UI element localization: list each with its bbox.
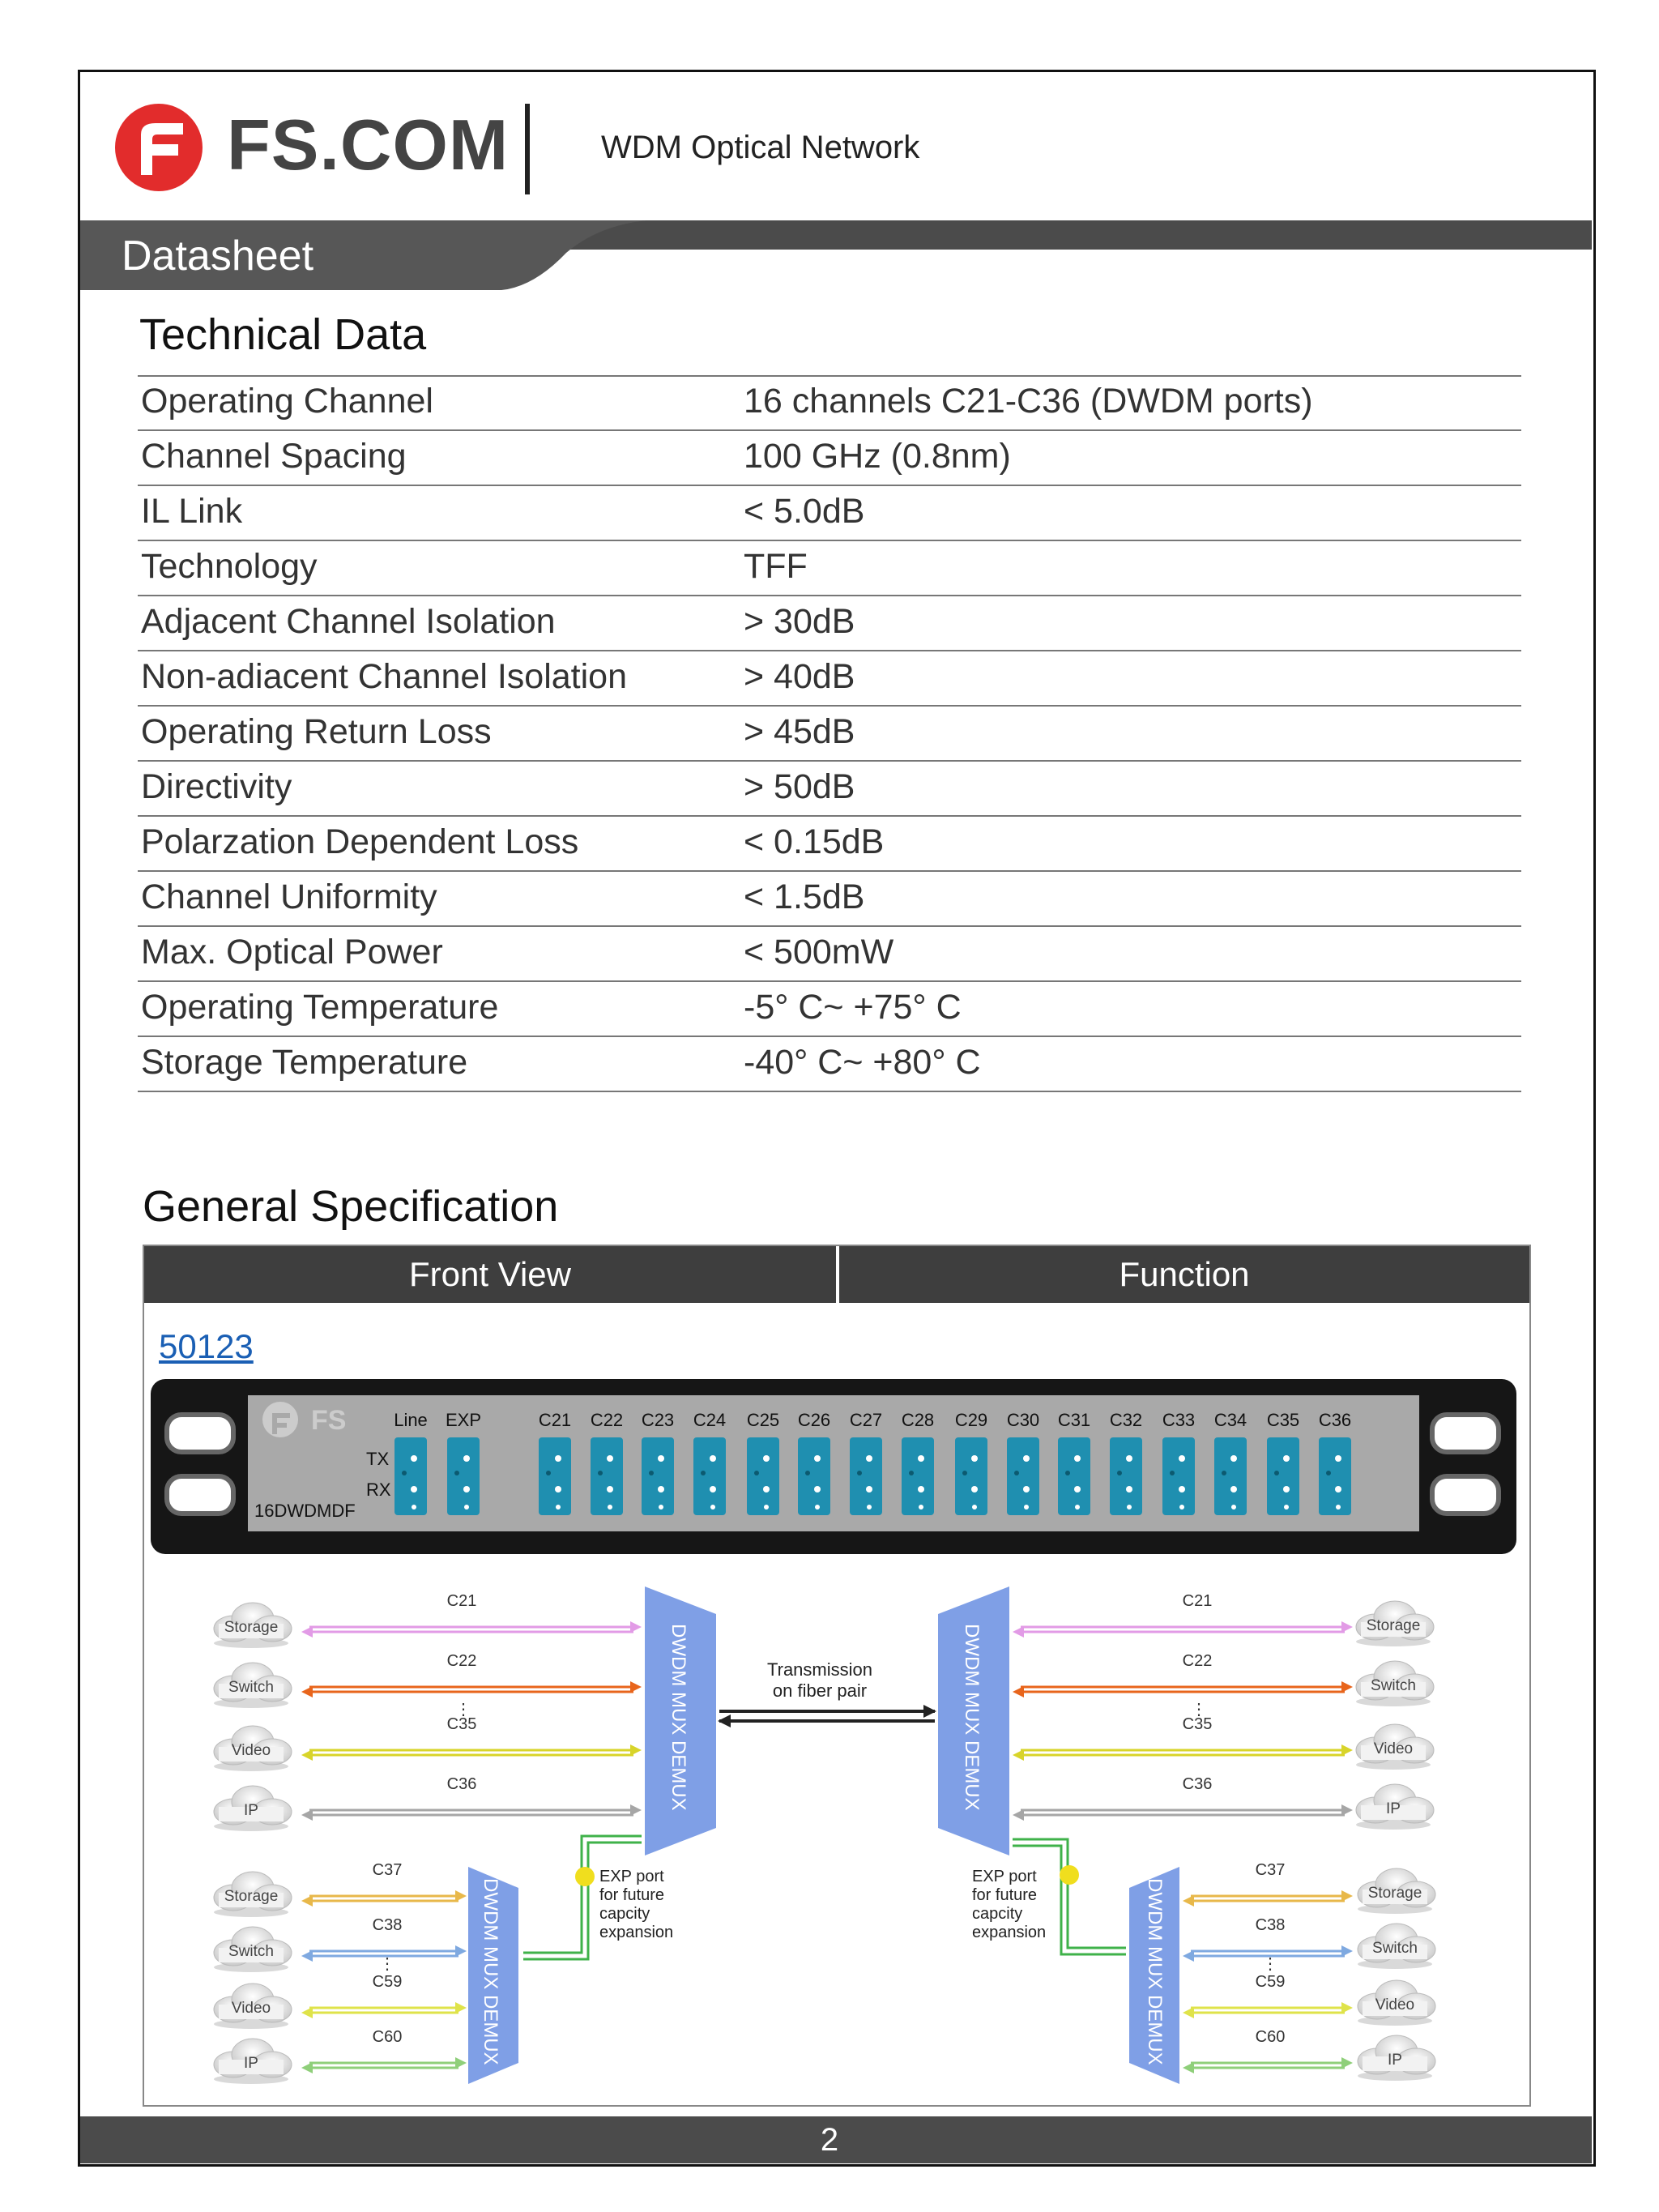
ellipsis-marker: ⋮ xyxy=(1262,1955,1278,1973)
tx-label: TX xyxy=(366,1449,390,1469)
technical-data-heading: Technical Data xyxy=(139,310,427,359)
client-label: Switch xyxy=(228,1943,274,1960)
channel-link xyxy=(1013,1744,1353,1761)
channel-label: C37 xyxy=(1255,1861,1286,1879)
port-label: C31 xyxy=(1057,1410,1091,1430)
spec-value: 100 GHz (0.8nm) xyxy=(744,437,1011,476)
port-label: C24 xyxy=(693,1410,727,1430)
port-label: C26 xyxy=(797,1410,831,1430)
spec-name: Operating Return Loss xyxy=(141,712,492,751)
channel-label: C37 xyxy=(372,1861,403,1879)
channel-label: C36 xyxy=(1182,1775,1213,1793)
channel-label: C35 xyxy=(1182,1715,1213,1733)
spec-value: > 40dB xyxy=(744,657,855,696)
ellipsis-marker: ⋮ xyxy=(455,1701,471,1719)
client-label: Switch xyxy=(228,1679,274,1696)
client-label: Video xyxy=(231,1742,271,1759)
exp-port-marker xyxy=(1060,1865,1079,1885)
port-label: C29 xyxy=(954,1410,988,1430)
spec-value: > 45dB xyxy=(744,712,855,751)
port-label: Line xyxy=(394,1410,428,1430)
port-label: C27 xyxy=(849,1410,883,1430)
exp-note-left xyxy=(599,1868,673,1941)
spec-name: Non-adiacent Channel Isolation xyxy=(141,657,628,696)
spec-value: 16 channels C21-C36 (DWDM ports) xyxy=(744,382,1313,421)
general-spec-heading: General Specification xyxy=(143,1182,559,1231)
transmission-label-1: Transmission xyxy=(767,1659,872,1680)
channel-label: C38 xyxy=(372,1916,403,1934)
fiber-pair-link xyxy=(718,1705,936,1727)
spec-name: Directivity xyxy=(141,767,292,806)
port-label: C33 xyxy=(1162,1410,1196,1430)
svg-text:EXP port: EXP port xyxy=(972,1868,1037,1885)
rx-label: RX xyxy=(366,1480,391,1500)
channel-label: C59 xyxy=(1255,1973,1286,1991)
page-number: 2 xyxy=(820,2122,839,2158)
channel-link xyxy=(1013,1681,1353,1697)
port-label: C32 xyxy=(1109,1410,1143,1430)
port-label: C23 xyxy=(641,1410,675,1430)
channel-link xyxy=(1183,2057,1353,2073)
channel-label: C59 xyxy=(372,1973,403,1991)
client-label: Switch xyxy=(1371,1677,1416,1694)
transmission-label-2: on fiber pair xyxy=(772,1680,868,1701)
channel-link xyxy=(1183,1890,1353,1907)
client-label: IP xyxy=(1388,2052,1402,2069)
spec-name: Channel Uniformity xyxy=(141,878,437,916)
mux-label: DWDM MUX DEMUX xyxy=(480,1878,501,2065)
spec-value: < 1.5dB xyxy=(744,878,865,916)
client-label: Video xyxy=(231,2000,271,2017)
client-label: Video xyxy=(1373,1740,1414,1757)
ellipsis-marker: ⋮ xyxy=(1191,1701,1207,1719)
spec-name: Operating Channel xyxy=(141,382,433,421)
port-label: C30 xyxy=(1006,1410,1040,1430)
exp-note-right xyxy=(972,1868,1046,1941)
port-label: C35 xyxy=(1266,1410,1300,1430)
port-label: C25 xyxy=(746,1410,780,1430)
client-label: Switch xyxy=(1372,1940,1418,1957)
client-label: IP xyxy=(244,2055,258,2072)
port-label: C28 xyxy=(901,1410,935,1430)
channel-label: C36 xyxy=(446,1775,477,1793)
document-title: WDM Optical Network xyxy=(601,130,920,165)
channel-label: C35 xyxy=(446,1715,477,1733)
channel-link xyxy=(301,2002,467,2018)
spec-value: -5° C~ +75° C xyxy=(744,988,962,1027)
channel-link xyxy=(301,1890,467,1907)
channel-label: C60 xyxy=(372,2028,403,2046)
client-label: Storage xyxy=(224,1619,279,1636)
svg-text:EXP port: EXP port xyxy=(599,1868,664,1885)
channel-link xyxy=(301,1804,642,1821)
channel-label: C38 xyxy=(1255,1916,1286,1934)
client-label: Video xyxy=(1375,1996,1415,2013)
channel-link xyxy=(1183,2002,1353,2018)
port-label: C21 xyxy=(538,1410,572,1430)
spec-value: -40° C~ +80° C xyxy=(744,1043,981,1082)
channel-label: C60 xyxy=(1255,2028,1286,2046)
channel-label: C21 xyxy=(1182,1592,1213,1610)
spec-value: < 0.15dB xyxy=(744,822,885,861)
port-label: C34 xyxy=(1213,1410,1247,1430)
svg-text:expansion: expansion xyxy=(599,1924,674,1941)
spec-value: < 5.0dB xyxy=(744,492,865,531)
channel-label: C21 xyxy=(446,1592,477,1610)
spec-value: < 500mW xyxy=(744,933,894,971)
section-label: Datasheet xyxy=(122,233,314,280)
spec-value: TFF xyxy=(744,547,808,586)
client-label: Storage xyxy=(224,1888,279,1905)
svg-text:expansion: expansion xyxy=(972,1924,1047,1941)
channel-link xyxy=(301,2057,467,2073)
spec-name: Channel Spacing xyxy=(141,437,407,476)
panel-model-label: 16DWDMDF xyxy=(254,1501,356,1521)
channel-label: C22 xyxy=(1182,1652,1213,1670)
front-view-header: Front View xyxy=(409,1255,571,1293)
channel-link xyxy=(301,1681,642,1697)
svg-text:for future: for future xyxy=(599,1886,665,1904)
client-label: IP xyxy=(244,1802,258,1819)
port-label: C22 xyxy=(590,1410,624,1430)
client-label: IP xyxy=(1386,1800,1401,1817)
client-label: Storage xyxy=(1366,1617,1421,1634)
spec-name: Max. Optical Power xyxy=(141,933,443,971)
port-label: EXP xyxy=(445,1410,482,1430)
exp-port-marker xyxy=(575,1867,595,1886)
spec-name: Storage Temperature xyxy=(141,1043,468,1082)
spec-name: Polarzation Dependent Loss xyxy=(141,822,579,861)
client-label: Storage xyxy=(1367,1885,1422,1902)
function-header: Function xyxy=(1119,1255,1250,1293)
channel-link xyxy=(1013,1621,1353,1638)
channel-link xyxy=(1013,1804,1353,1821)
mux-label: DWDM MUX DEMUX xyxy=(961,1624,983,1811)
spec-name: Technology xyxy=(141,547,318,586)
spec-value: > 30dB xyxy=(744,602,855,641)
channel-link xyxy=(301,1744,642,1761)
spec-name: IL Link xyxy=(141,492,243,531)
channel-label: C22 xyxy=(446,1652,477,1670)
spec-value: > 50dB xyxy=(744,767,855,806)
spec-name: Operating Temperature xyxy=(141,988,499,1027)
svg-text:capcity: capcity xyxy=(972,1905,1023,1923)
port-label: C36 xyxy=(1318,1410,1352,1430)
spec-name: Adjacent Channel Isolation xyxy=(141,602,556,641)
channel-link xyxy=(301,1621,642,1638)
mux-label: DWDM MUX DEMUX xyxy=(667,1624,689,1811)
panel-logo-text: FS xyxy=(311,1405,347,1436)
brand-name: FS.COM xyxy=(227,105,510,185)
ellipsis-marker: ⋮ xyxy=(379,1955,395,1973)
svg-text:capcity: capcity xyxy=(599,1905,650,1923)
mux-label: DWDM MUX DEMUX xyxy=(1144,1878,1166,2065)
svg-text:for future: for future xyxy=(972,1886,1038,1904)
model-link[interactable]: 50123 xyxy=(159,1327,254,1365)
